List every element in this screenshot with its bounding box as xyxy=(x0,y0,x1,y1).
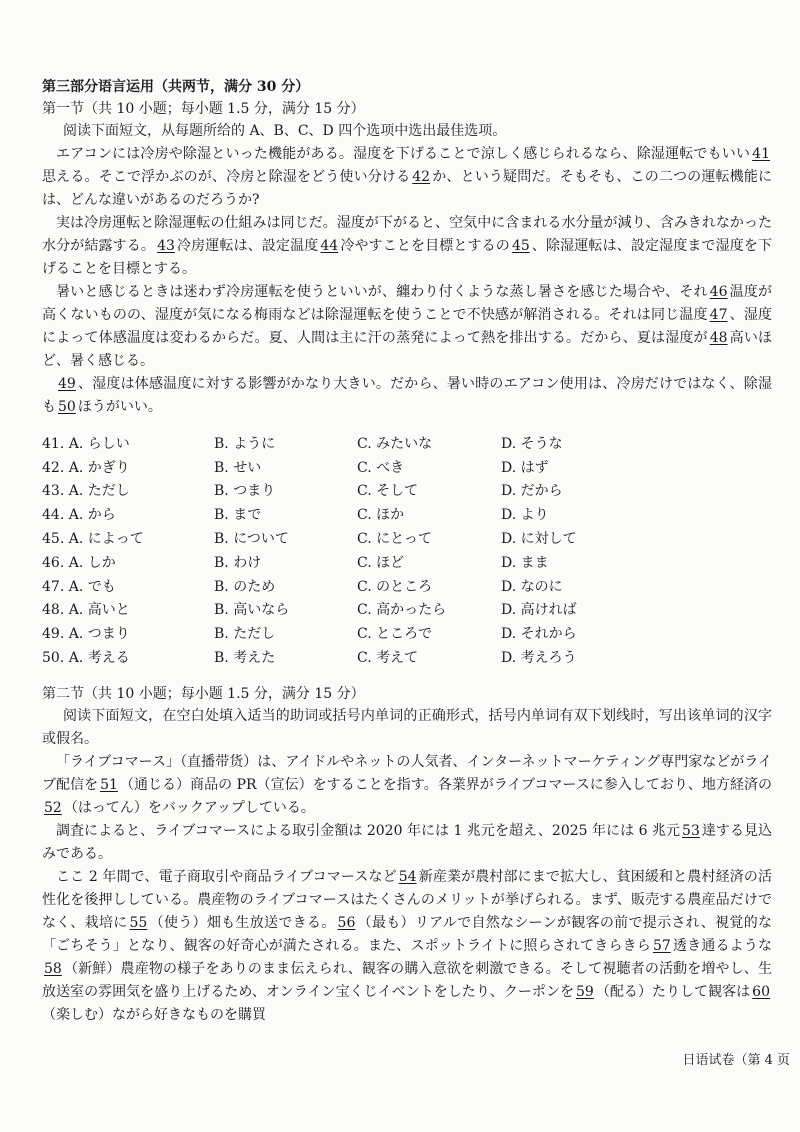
blank-45: 45 xyxy=(511,238,530,254)
blank-59: 59 xyxy=(576,983,594,1000)
blank-44: 44 xyxy=(320,238,339,254)
option-row: 44. A. から B. まで C. ほか D. より xyxy=(42,507,549,524)
passage2-paragraph: 「ライブコマース」（直播带货）は、アイドルやネットの人気者、インターネットマーケティング専門家などがライブ配信を 51 （通じる）商品の PR（宣伝）をすることを指す。各業界がライブコマースに参入しており、地方経済の52 （はってん）をバックアップしている。 xyxy=(42,753,772,816)
passage1-paragraph: 実は冷房運転と除湿運転の仕組みは同じだ。湿度が下がると、空気中に含まれる水分量が減り、含みきれなかった水分が結露する。 43 冷房運転は、設定温度 44 冷やすことを目標とするの 45 、除湿運転は、設定湿度まで湿度を下げることを目標とする。 xyxy=(42,215,773,277)
blank-51: 51 xyxy=(100,776,118,793)
exam-page xyxy=(42,76,772,1027)
passage1-paragraph: 暑いと感じるときは迷わず冷房運転を使うといいが、纏わり付くような蒸し暑さを感じた場合や、それ 46 温度が高くないものの、湿度が気になる梅雨などは除湿運転を使うことで不快感が解消される。それは同じ温度 47 、湿度によって体感温度は変わるからだ。夏、人間は主に汗の蒸発によって熱を排出する。だから、夏は湿度が 48 高いほど、暑く感じる。 xyxy=(42,284,773,369)
option-row: 46. A. しか B. わけ C. ほど D. まま xyxy=(42,554,549,571)
part2-instruction: 阅读下面短文，在空白处填入适当的助词或括号内单词的正确形式，括号内单词有双下划线时，写出该单词的汉字或假名。 xyxy=(42,707,772,747)
option-row: 45. A. によって B. について C. にとって D. に対して xyxy=(42,531,577,548)
blank-52: 52 xyxy=(44,799,62,816)
blank-47: 47 xyxy=(709,307,728,323)
blank-53: 53 xyxy=(682,822,700,839)
option-row: 43. A. ただし B. つまり C. そして D. だから xyxy=(42,483,563,500)
option-row: 47. A. でも B. のため C. のところ D. なのに xyxy=(42,578,563,595)
option-row: 50. A. 考える B. 考えた C. 考えて D. 考えろう xyxy=(42,650,577,667)
blank-49: 49 xyxy=(58,376,76,392)
options-table xyxy=(42,431,772,669)
option-row: 48. A. 高いと B. 高いなら C. 高かったら D. 高ければ xyxy=(42,602,577,619)
option-row: 49. A. つまり B. ただし C. ところで D. それから xyxy=(42,626,577,643)
blank-41: 41 xyxy=(752,146,770,162)
section-title: 第三部分语言运用（共两节，满分 30 分） xyxy=(42,79,310,95)
blank-50: 50 xyxy=(58,399,76,415)
page-footer: 日语试卷（第 4 页 xyxy=(682,1053,790,1068)
blank-48: 48 xyxy=(709,330,728,346)
part1-instruction: 阅读下面短文，从每题所给的 A、B、C、D 四个选项中选出最佳选项。 xyxy=(63,123,507,139)
blank-55: 55 xyxy=(129,914,148,931)
passage1-paragraph: エアコンには冷房や除湿といった機能がある。湿度を下げることで涼しく感じられるなら、除湿運転でもいい 41思える。そこで浮かぶのが、冷房と除湿をどう使い分ける 42 か、という疑問だ。そもそも、この二つの運転機能には、どんな違いがあるのだろうか? xyxy=(42,146,772,208)
option-row: 42. A. かぎり B. せい C. べき D. はず xyxy=(42,459,549,476)
blank-43: 43 xyxy=(157,238,175,254)
passage2-paragraph: 調査によると、ライブコマースによる取引金額は 2020 年には 1 兆元を超え、2025 年には 6 兆元 53 達する見込みである。 xyxy=(42,822,772,862)
blank-46: 46 xyxy=(709,284,728,300)
passage1-paragraph: 49 、湿度は体感温度に対する影響がかなり大きい。だから、暑い時のエアコン使用は、冷房だけではなく、除湿も 50 ほうがいい。 xyxy=(42,376,772,415)
option-row: 41. A. らしい B. ように C. みたいな D. そうな xyxy=(42,435,563,452)
blank-54: 54 xyxy=(398,868,417,885)
blank-57: 57 xyxy=(652,937,671,954)
part1-title: 第一节（共 10 小题；每小题 1.5 分，满分 15 分） xyxy=(42,101,365,117)
blank-42: 42 xyxy=(412,169,431,185)
part2-title: 第二节（共 10 小题；每小题 1.5 分，满分 15 分） xyxy=(42,685,365,702)
blank-58: 58 xyxy=(44,960,62,977)
blank-60: 60 xyxy=(752,983,770,1000)
blank-56: 56 xyxy=(337,914,356,931)
passage2-paragraph: ここ 2 年間で、電子商取引や商品ライブコマースなど 54 新産業が農村部にまで拡大し、貧困緩和と農村経済の活性化を後押ししている。農産物のライブコマースはたくさんのメリットが挙げられる。まず、販売する農産品だけでなく、栽培に 55 （使う）畑も生放送できる。 56 （最も）リアルで自然なシーンが観客の前で提示され、視覚的な「ごちそう」となり、観客の好奇心が満たされる。また、スポットライトに照らされてきらきら 57 透き通るような58 （新鮮）農産物の様子をありのまま伝えられ、観客の購入意欲を刺激できる。そして視聴者の活動を増やし、生放送室の雰囲気を盛り上げるため、オンライン宝くじイベントをしたり、クーポンを 59 （配る）たりして観客は 60（楽しむ）ながら好きなものを購買 xyxy=(42,868,773,1023)
